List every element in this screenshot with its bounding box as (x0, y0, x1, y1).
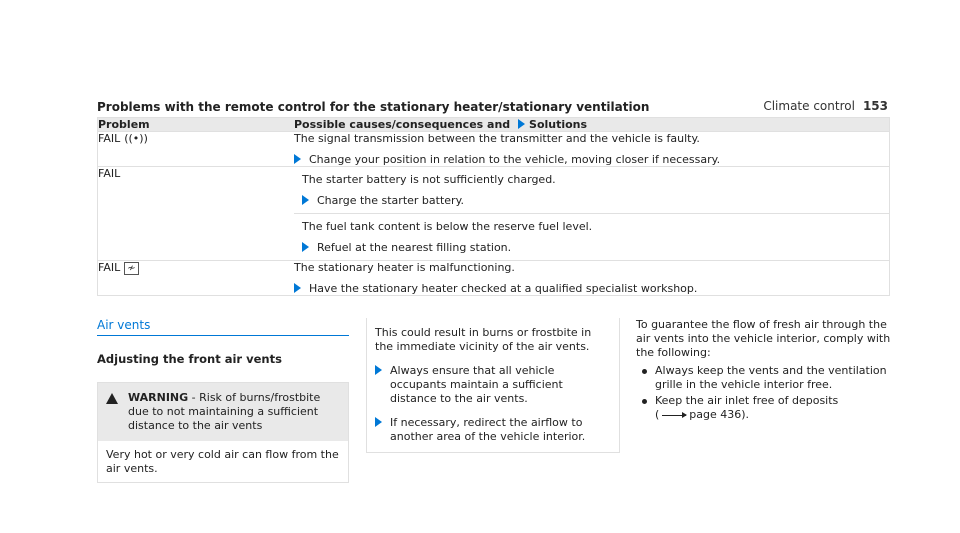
column-warning-continued (366, 318, 620, 453)
solution-cell: The stationary heater is malfunctioning. Have the stationary heater checked at a qualified specialist workshop. (294, 261, 890, 296)
step-arrow-icon (294, 154, 301, 164)
heater-malfunction-icon: ≁ (124, 262, 138, 275)
col-header-problem: Problem (98, 118, 295, 132)
adjusting-heading: Adjusting the front air vents (97, 352, 282, 366)
problem-cell: FAIL (98, 167, 121, 180)
antenna-signal-icon: ((•)) (124, 132, 148, 145)
table-row (98, 167, 890, 261)
bullet-icon (642, 399, 647, 404)
warning-triangle-icon (106, 393, 118, 404)
solution-step: Have the stationary heater checked at a qualified specialist workshop. (294, 282, 889, 295)
solution-cell: The starter battery is not sufficiently charged. Charge the starter battery. The fuel tank content is below the reserve fuel level. Refuel at the nearest filling station. (294, 167, 890, 261)
bullet-icon (642, 369, 647, 374)
air-vents-heading: Air vents (97, 318, 349, 336)
step-arrow-icon (302, 242, 309, 252)
solution-step: Change your position in relation to the vehicle, moving closer if necessary. (294, 153, 889, 166)
list-item: Always keep the vents and the ventilation grille in the vehicle interior free. (636, 364, 894, 392)
column-air-vents (97, 318, 349, 483)
solution-arrow-icon (518, 119, 525, 129)
table-row (98, 132, 890, 167)
step-arrow-icon (375, 365, 382, 375)
page-reference-link[interactable]: page 436). (689, 408, 750, 421)
problem-cell: FAIL ≁ (98, 261, 295, 296)
warning-box: WARNING - Risk of burns/frostbite due to not maintaining a sufficient distance to the air vents Very hot or very cold air can flow from the air vents. (97, 382, 349, 483)
section-name: Climate control (763, 99, 855, 113)
step-arrow-icon (302, 195, 309, 205)
warning-step: If necessary, redirect the airflow to another area of the vehicle interior. (375, 416, 611, 444)
fresh-air-list (636, 364, 894, 422)
warning-continued-box: This could result in burns or frostbite in the immediate vicinity of the air vents. Always ensure that all vehicle occupants maintain a sufficient distance to the air vents. If necessary, redirect the airflow to another area of the vehicle interior. (366, 318, 620, 453)
table-row (98, 261, 890, 296)
problem-cell: FAIL ((•)) (98, 132, 148, 145)
step-arrow-icon (375, 417, 382, 427)
table-header-row (98, 118, 890, 132)
solution-step: Charge the starter battery. (302, 194, 881, 207)
col-header-causes: Possible causes/consequences and Solutions (294, 118, 890, 132)
cross-reference-arrow-icon[interactable] (662, 415, 686, 416)
table-title: Problems with the remote control for the stationary heater/stationary ventilation (97, 100, 650, 114)
list-item: Keep the air inlet free of deposits ( page 436). (636, 394, 894, 422)
page-header (763, 99, 888, 113)
warning-step: Always ensure that all vehicle occupants maintain a sufficient distance to the air vents. (375, 364, 611, 406)
troubleshooting-table (97, 117, 890, 296)
column-fresh-air: To guarantee the flow of fresh air through the air vents into the vehicle interior, comply with the following: Always keep the vents and the ventilation grille in the vehicle interior free. Keep the air inlet free of deposits ( page 436). (636, 318, 894, 422)
step-arrow-icon (294, 283, 301, 293)
solution-cell: The signal transmission between the transmitter and the vehicle is faulty. Change your position in relation to the vehicle, moving closer if necessary. (294, 132, 890, 167)
solution-step: Refuel at the nearest filling station. (302, 241, 881, 254)
page-number: 153 (862, 99, 888, 113)
warning-body: Very hot or very cold air can flow from the air vents. (106, 448, 339, 475)
